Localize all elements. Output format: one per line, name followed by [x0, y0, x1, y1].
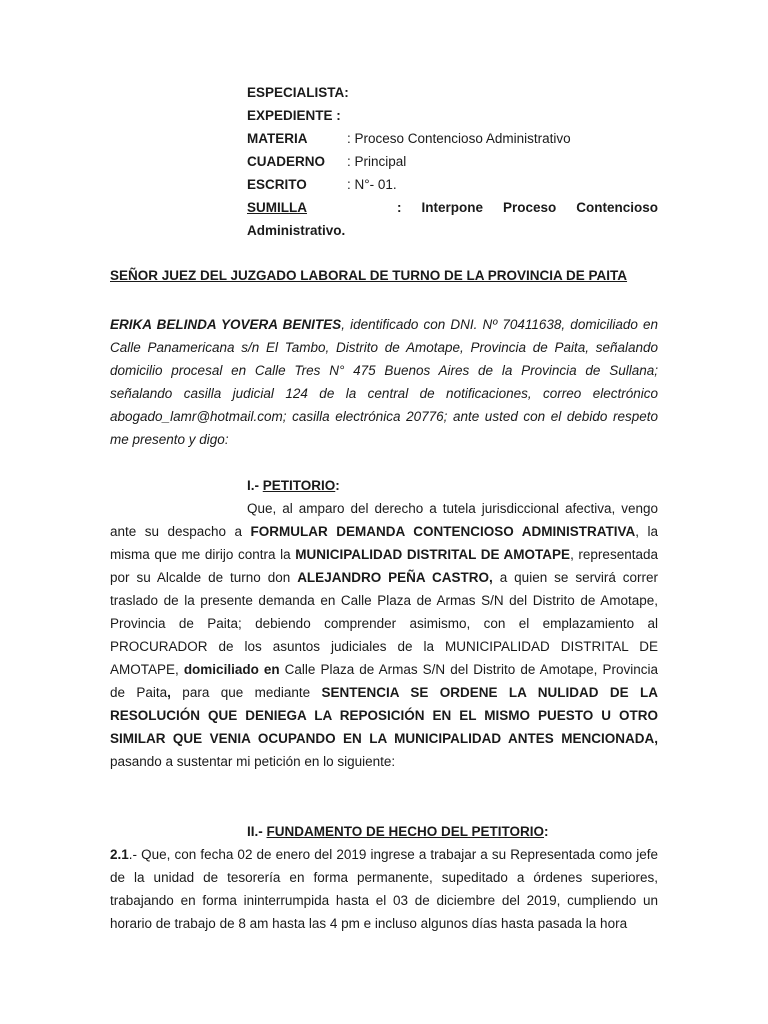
- body-text: , la misma que me dirijo contra la: [110, 524, 658, 562]
- body-text: Calle Plaza de Armas S/N del Distrito de Amotape, Provincia de Paita: [110, 662, 658, 700]
- body-text: Que, al amparo del derecho a tutela jurisdiccional afectiva, vengo ante su despacho a: [110, 501, 658, 539]
- emphasis-text: ALEJANDRO PEÑA CASTRO,: [297, 570, 493, 585]
- section-title: FUNDAMENTO DE HECHO DEL PETITORIO: [266, 824, 545, 839]
- section-colon: :: [335, 478, 340, 493]
- header-label: EXPEDIENTE :: [247, 108, 341, 123]
- sumilla-label: SUMILLA: [247, 200, 307, 215]
- body-text: a quien se servirá correr traslado de la presente demanda en Calle Plaza de Armas S/N del Distrito de Amotape, Provincia de Paita; debiendo comprender asimismo, con el emplazamiento al PROCURADOR de los asuntos judiciales de la MUNICIPALIDAD DISTRITAL DE AMOTAPE,: [110, 570, 659, 677]
- header-label: ESCRITO: [247, 177, 307, 192]
- header-label: ESPECIALISTA:: [247, 85, 349, 100]
- section-colon: :: [544, 824, 549, 839]
- court-address: SEÑOR JUEZ DEL JUZGADO LABORAL DE TURNO DE LA PROVINCIA DE PAITA: [110, 268, 628, 283]
- sumilla-line2: Administrativo.: [247, 223, 346, 238]
- fundamento-paragraph: [110, 843, 658, 935]
- sumilla-block: [247, 196, 658, 242]
- intro-text: , identificado con DNI. Nº 70411638, domiciliado en Calle Panamericana s/n El Tambo, Distrito de Amotape, Provincia de Paita, señalando domicilio procesal en Calle Tres N° 475 Buenos Aires de la Provincia de Sullana; señalando casilla judicial 124 de la central de notificaciones, correo electrónico abogado_lamr@hotmail.com; casilla electrónica 20776; ante usted con el debido respeto me presento y digo:: [110, 317, 658, 447]
- header-value: : Principal: [347, 154, 407, 169]
- item-number: 2.1: [110, 847, 129, 862]
- header-row-cuaderno: [247, 150, 406, 173]
- header-label: MATERIA: [247, 131, 308, 146]
- emphasis-text: domiciliado en: [183, 662, 280, 677]
- header-value: : Proceso Contencioso Administrativo: [347, 131, 571, 146]
- sumilla-word: Proceso: [502, 200, 557, 215]
- emphasis-text: SENTENCIA SE ORDENE LA NULIDAD DE LA RESOLUCIÓN QUE DENIEGA LA REPOSICIÓN EN EL MISMO PUESTO U OTRO SIMILAR QUE VENIA OCUPANDO EN LA MUNICIPALIDAD ANTES MENCIONADA,: [110, 685, 659, 746]
- header-label: CUADERNO: [247, 154, 326, 169]
- header-row-escrito: [247, 173, 397, 196]
- petitioner-name: ERIKA BELINDA YOVERA BENITES: [110, 317, 342, 332]
- body-text: pasando a sustentar mi petición en lo siguiente:: [110, 754, 396, 769]
- section-title: PETITORIO: [262, 478, 336, 493]
- body-text: , representada por su Alcalde de turno don: [110, 547, 658, 585]
- section-number: I.-: [247, 478, 263, 493]
- header-row-materia: [247, 127, 571, 150]
- header-row-especialista: [247, 81, 347, 104]
- intro-paragraph: [110, 313, 658, 451]
- header-value: : N°- 01.: [347, 177, 397, 192]
- section-heading-fundamento: [247, 820, 549, 843]
- section-heading-petitorio: [247, 474, 340, 497]
- item-text: .- Que, con fecha 02 de enero del 2019 ingrese a trabajar a su Representada como jefe de la unidad de tesorería en forma permanente, supeditado a órdenes superiores, trabajando en forma ininterrumpida hasta el 03 de diciembre del 2019, cumpliendo un horario de trabajo de 8 am hasta las 4 pm e incluso algunos días hasta pasada la hora: [110, 847, 658, 931]
- petitorio-paragraph: [110, 497, 658, 773]
- emphasis-text: ,: [167, 685, 171, 700]
- section-number: II.-: [247, 824, 267, 839]
- sumilla-word: Contencioso: [576, 200, 658, 215]
- sumilla-word: Interpone: [421, 200, 483, 215]
- emphasis-text: MUNICIPALIDAD DISTRITAL DE AMOTAPE: [295, 547, 571, 562]
- body-text: para que mediante: [170, 685, 322, 700]
- emphasis-text: FORMULAR DEMANDA CONTENCIOSO ADMINISTRATIVA: [250, 524, 636, 539]
- header-row-expediente: [247, 104, 341, 127]
- sumilla-colon: :: [396, 200, 402, 215]
